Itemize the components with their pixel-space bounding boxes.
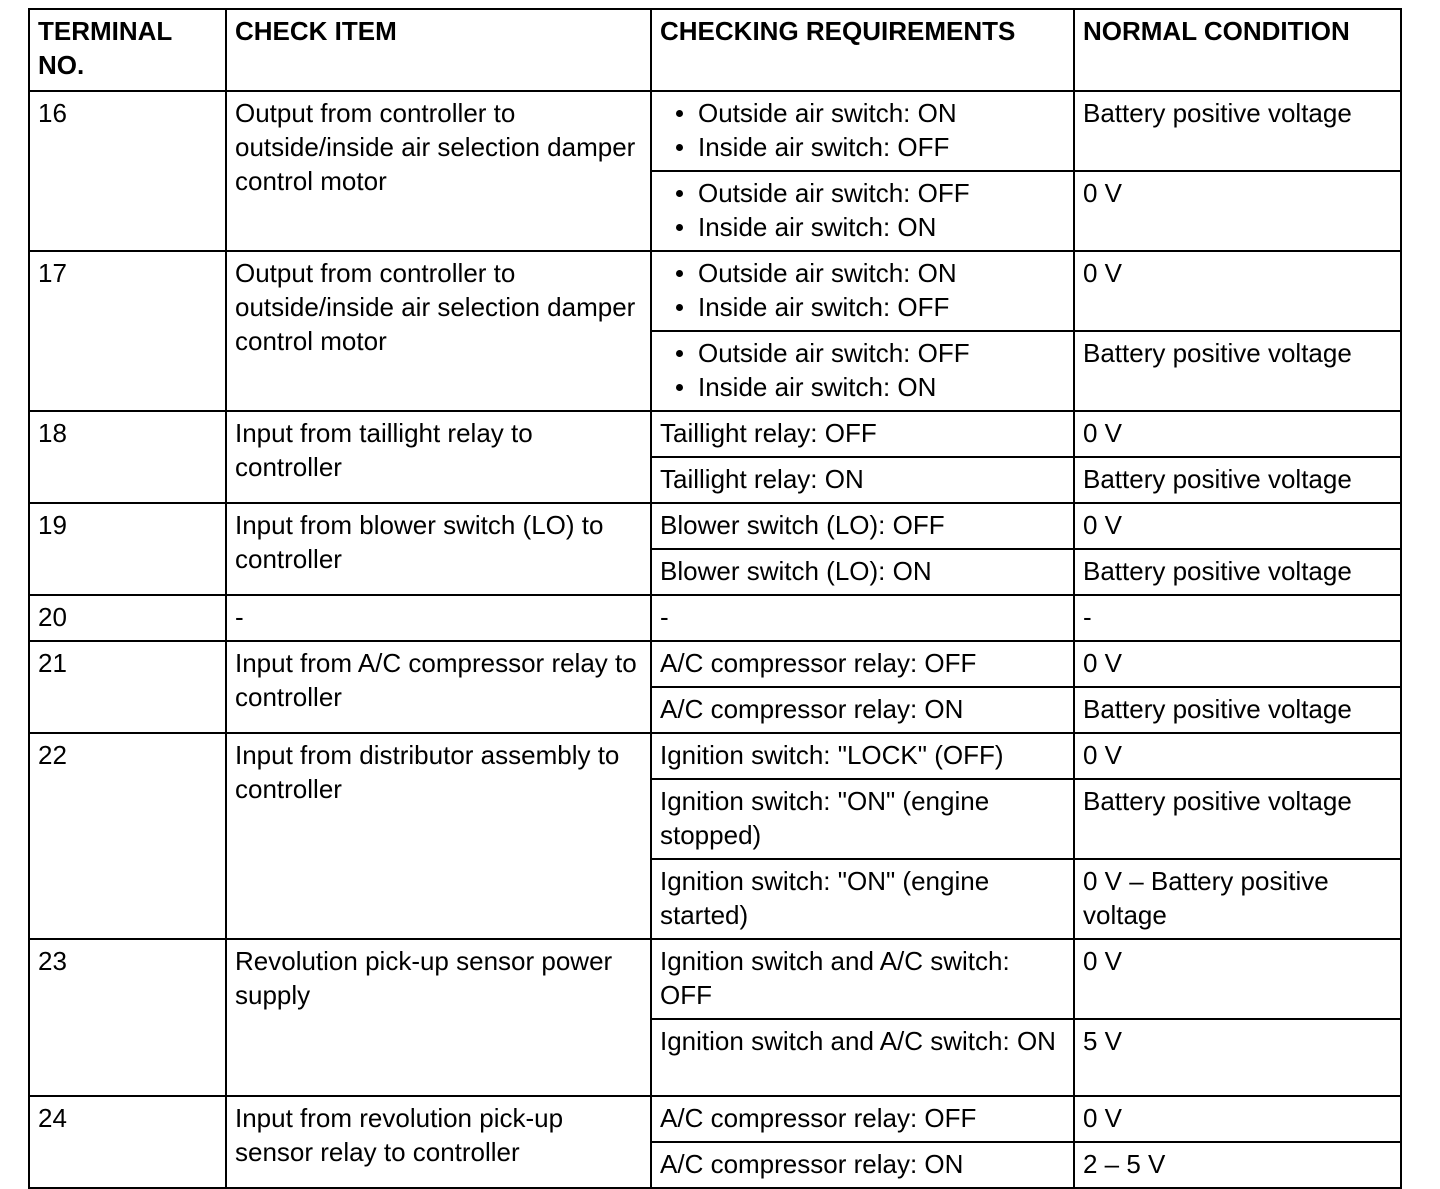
requirement-bullet: Inside air switch: ON <box>672 210 1065 244</box>
requirement-cell: A/C compressor relay: ON <box>651 687 1074 733</box>
normal-condition-cell: Battery positive voltage <box>1074 549 1401 595</box>
table-row <box>29 1096 1401 1142</box>
terminal-no-cell: 23 <box>29 939 226 1096</box>
normal-condition-cell: 0 V – Battery positive voltage <box>1074 859 1401 939</box>
table-row <box>29 939 1401 1019</box>
table-row <box>29 595 1401 641</box>
header-terminal-no: TERMINAL NO. <box>29 9 226 91</box>
table-row <box>29 91 1401 171</box>
normal-condition-cell: Battery positive voltage <box>1074 457 1401 503</box>
table-row <box>29 503 1401 549</box>
check-item-cell: Output from controller to outside/inside air selection damper control motor <box>226 251 651 411</box>
requirement-bullet: Inside air switch: OFF <box>672 130 1065 164</box>
table-row <box>29 641 1401 687</box>
header-normal-condition: NORMAL CONDITION <box>1074 9 1401 91</box>
terminal-no-cell: 24 <box>29 1096 226 1188</box>
requirement-cell: Ignition switch and A/C switch: OFF <box>651 939 1074 1019</box>
requirement-cell: Ignition switch and A/C switch: ON <box>651 1019 1074 1096</box>
terminal-check-table <box>28 8 1402 1189</box>
requirement-cell <box>651 251 1074 331</box>
requirement-bullet: Outside air switch: ON <box>672 96 1065 130</box>
requirement-bullet: Outside air switch: OFF <box>672 176 1065 210</box>
normal-condition-cell: 0 V <box>1074 503 1401 549</box>
normal-condition-cell: 0 V <box>1074 411 1401 457</box>
table-row <box>29 251 1401 331</box>
normal-condition-cell: Battery positive voltage <box>1074 687 1401 733</box>
requirement-cell: A/C compressor relay: OFF <box>651 641 1074 687</box>
normal-condition-cell: Battery positive voltage <box>1074 779 1401 859</box>
check-item-cell: Input from A/C compressor relay to controller <box>226 641 651 733</box>
check-item-cell: Revolution pick-up sensor power supply <box>226 939 651 1096</box>
requirement-cell: Ignition switch: "LOCK" (OFF) <box>651 733 1074 779</box>
terminal-no-cell: 20 <box>29 595 226 641</box>
normal-condition-cell: 0 V <box>1074 939 1401 1019</box>
requirement-cell: A/C compressor relay: ON <box>651 1142 1074 1188</box>
requirement-cell <box>651 171 1074 251</box>
terminal-no-cell: 21 <box>29 641 226 733</box>
check-item-cell: Input from taillight relay to controller <box>226 411 651 503</box>
normal-condition-cell: 0 V <box>1074 1096 1401 1142</box>
normal-condition-cell: Battery positive voltage <box>1074 331 1401 411</box>
requirement-bullet: Outside air switch: ON <box>672 256 1065 290</box>
table-row <box>29 733 1401 779</box>
terminal-no-cell: 16 <box>29 91 226 251</box>
table-header-row <box>29 9 1401 91</box>
normal-condition-cell: 0 V <box>1074 733 1401 779</box>
requirement-bullet: Inside air switch: OFF <box>672 290 1065 324</box>
check-item-cell: - <box>226 595 651 641</box>
check-item-cell: Output from controller to outside/inside air selection damper control motor <box>226 91 651 251</box>
normal-condition-cell: 0 V <box>1074 641 1401 687</box>
requirement-cell <box>651 331 1074 411</box>
requirement-cell: Blower switch (LO): ON <box>651 549 1074 595</box>
requirement-cell: Ignition switch: "ON" (engine stopped) <box>651 779 1074 859</box>
normal-condition-cell: 0 V <box>1074 171 1401 251</box>
requirement-cell: A/C compressor relay: OFF <box>651 1096 1074 1142</box>
terminal-no-cell: 18 <box>29 411 226 503</box>
header-checking-requirements: CHECKING REQUIREMENTS <box>651 9 1074 91</box>
table-row <box>29 411 1401 457</box>
requirement-cell: Taillight relay: ON <box>651 457 1074 503</box>
requirement-cell: Blower switch (LO): OFF <box>651 503 1074 549</box>
terminal-no-cell: 22 <box>29 733 226 939</box>
normal-condition-cell: 5 V <box>1074 1019 1401 1096</box>
requirement-cell <box>651 91 1074 171</box>
check-item-cell: Input from blower switch (LO) to controller <box>226 503 651 595</box>
requirement-cell: Taillight relay: OFF <box>651 411 1074 457</box>
check-item-cell: Input from distributor assembly to controller <box>226 733 651 939</box>
header-check-item: CHECK ITEM <box>226 9 651 91</box>
check-item-cell: Input from revolution pick-up sensor relay to controller <box>226 1096 651 1188</box>
normal-condition-cell: 2 – 5 V <box>1074 1142 1401 1188</box>
terminal-no-cell: 17 <box>29 251 226 411</box>
requirement-cell: Ignition switch: "ON" (engine started) <box>651 859 1074 939</box>
normal-condition-cell: 0 V <box>1074 251 1401 331</box>
normal-condition-cell: Battery positive voltage <box>1074 91 1401 171</box>
normal-condition-cell: - <box>1074 595 1401 641</box>
requirement-bullet: Inside air switch: ON <box>672 370 1065 404</box>
terminal-no-cell: 19 <box>29 503 226 595</box>
requirement-cell: - <box>651 595 1074 641</box>
requirement-bullet: Outside air switch: OFF <box>672 336 1065 370</box>
